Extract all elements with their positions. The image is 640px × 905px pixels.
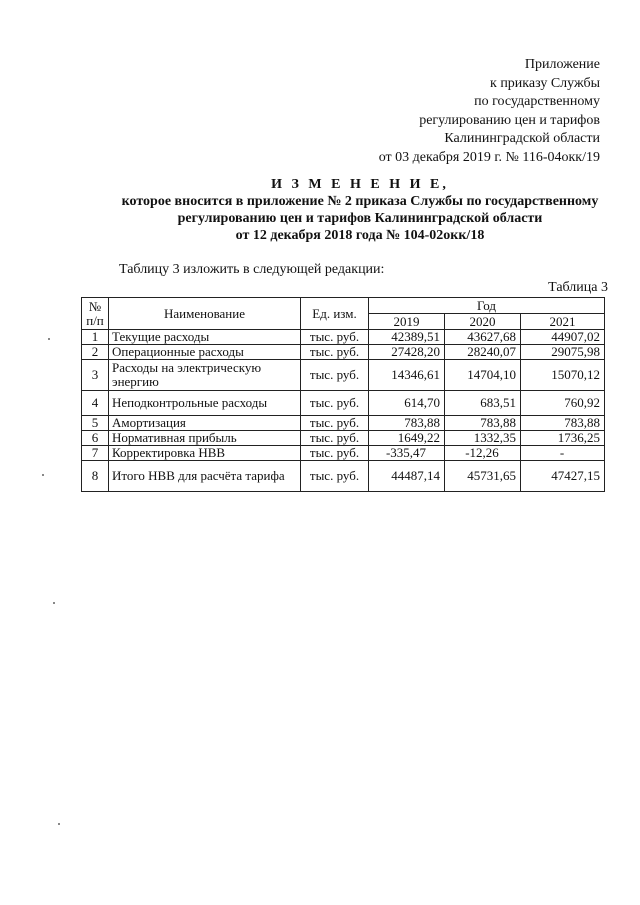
value-2019: 14346,61 [369, 360, 445, 391]
value-2020: 1332,35 [445, 431, 521, 446]
row-number: 4 [82, 391, 109, 416]
row-name: Нормативная прибыль [109, 431, 301, 446]
value-2020: 45731,65 [445, 461, 521, 492]
table-row [82, 345, 605, 360]
scan-speck [53, 602, 55, 604]
value-2020: -12,26 [445, 446, 521, 461]
row-unit: тыс. руб. [301, 360, 369, 391]
row-number: 5 [82, 416, 109, 431]
row-name: Операционные расходы [109, 345, 301, 360]
heading-line: от 12 декабря 2018 года № 104-02окк/18 [235, 228, 485, 243]
value-2021: - [521, 446, 605, 461]
header-unit: Ед. изм. [301, 298, 369, 330]
appendix-line: по государственному [474, 94, 600, 109]
value-2021: 47427,15 [521, 461, 605, 492]
value-2021: 783,88 [521, 416, 605, 431]
header-year: 2020 [445, 314, 521, 330]
row-unit: тыс. руб. [301, 431, 369, 446]
appendix-line: Приложение [524, 57, 600, 72]
header-num: № п/п [82, 298, 109, 330]
row-name: Неподконтрольные расходы [109, 391, 301, 416]
value-2020: 783,88 [445, 416, 521, 431]
document-heading [60, 176, 640, 244]
scan-speck [48, 338, 50, 340]
row-unit: тыс. руб. [301, 446, 369, 461]
scan-speck [58, 823, 60, 825]
value-2019: 42389,51 [369, 330, 445, 345]
row-number: 1 [82, 330, 109, 345]
header-name: Наименование [109, 298, 301, 330]
value-2020: 683,51 [445, 391, 521, 416]
row-name: Текущие расходы [109, 330, 301, 345]
table-row [82, 416, 605, 431]
table-row [82, 431, 605, 446]
row-name: Амортизация [109, 416, 301, 431]
appendix-block [330, 56, 600, 167]
header-year-group: Год [369, 298, 605, 314]
row-unit: тыс. руб. [301, 330, 369, 345]
appendix-line: регулированию цен и тарифов [419, 112, 600, 128]
table-row [82, 391, 605, 416]
appendix-line: к приказу Службы [490, 75, 600, 91]
value-2021: 1736,25 [521, 431, 605, 446]
row-name: Итого НВВ для расчёта тарифа [109, 461, 301, 492]
appendix-line: Калининградской области [444, 131, 600, 146]
value-2019: -335,47 [369, 446, 445, 461]
heading-line: регулированию цен и тарифов Калининградской области [177, 211, 543, 226]
intro-text: Таблицу 3 изложить в следующей редакции: [119, 262, 385, 277]
row-unit: тыс. руб. [301, 345, 369, 360]
header-year: 2019 [369, 314, 445, 330]
row-number: 2 [82, 345, 109, 360]
value-2020: 14704,10 [445, 360, 521, 391]
row-number: 6 [82, 431, 109, 446]
table-row [82, 360, 605, 391]
row-unit: тыс. руб. [301, 416, 369, 431]
value-2021: 44907,02 [521, 330, 605, 345]
row-name: Корректировка НВВ [109, 446, 301, 461]
scan-speck [42, 474, 44, 476]
value-2021: 15070,12 [521, 360, 605, 391]
table-row [82, 461, 605, 492]
tariff-table [81, 297, 605, 492]
value-2021: 760,92 [521, 391, 605, 416]
table-caption: Таблица 3 [548, 280, 608, 295]
row-unit: тыс. руб. [301, 461, 369, 492]
table-row [82, 330, 605, 345]
value-2019: 27428,20 [369, 345, 445, 360]
heading-line: которое вносится в приложение № 2 приказа Службы по государственному [121, 194, 599, 209]
value-2019: 614,70 [369, 391, 445, 416]
row-number: 7 [82, 446, 109, 461]
value-2019: 783,88 [369, 416, 445, 431]
value-2019: 44487,14 [369, 461, 445, 492]
header-year: 2021 [521, 314, 605, 330]
row-unit: тыс. руб. [301, 391, 369, 416]
value-2020: 28240,07 [445, 345, 521, 360]
document-title: И З М Е Н Е Н И Е, [271, 177, 449, 192]
row-number: 3 [82, 360, 109, 391]
table-row [82, 446, 605, 461]
row-name: Расходы на электрическую энергию [109, 360, 301, 391]
value-2020: 43627,68 [445, 330, 521, 345]
row-number: 8 [82, 461, 109, 492]
value-2021: 29075,98 [521, 345, 605, 360]
appendix-line: от 03 декабря 2019 г. № 116-04окк/19 [378, 149, 600, 165]
value-2019: 1649,22 [369, 431, 445, 446]
